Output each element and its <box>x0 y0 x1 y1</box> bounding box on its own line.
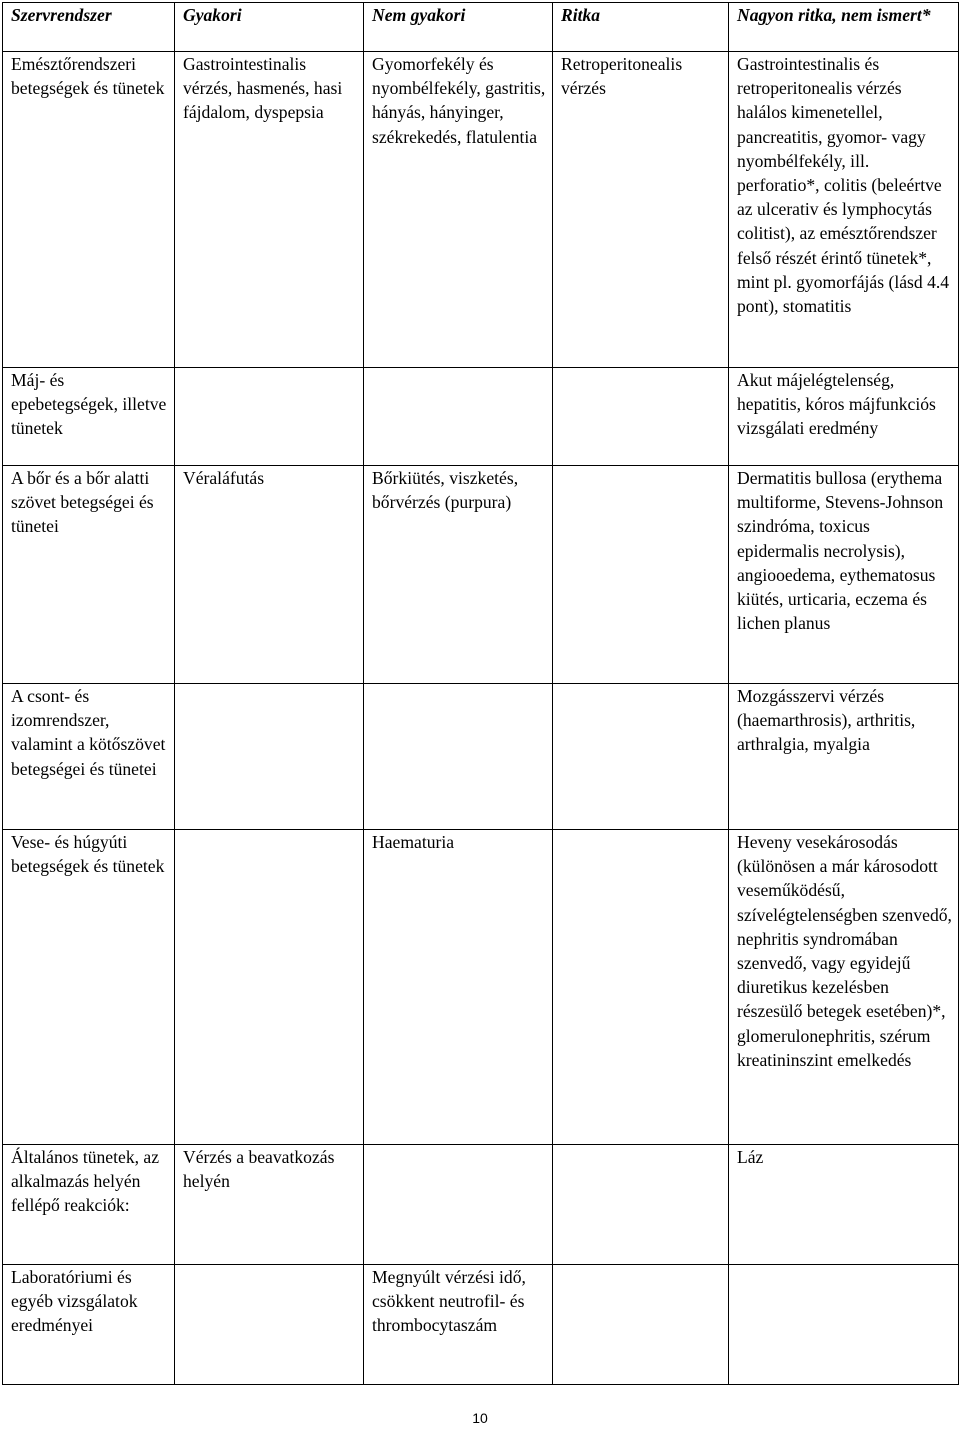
table-cell: Bőrkiütés, viszketés, bőrvérzés (purpura) <box>364 466 553 684</box>
table-cell: Megnyúlt vérzési idő, csökkent neutrofil- és thrombocytaszám <box>364 1265 553 1385</box>
header-organ-system: Szervrendszer <box>3 3 175 52</box>
table-cell: Gastrointestinalis vérzés, hasmenés, hasi fájdalom, dyspepsia <box>175 52 364 368</box>
adverse-reactions-table <box>2 2 959 1385</box>
table-row <box>3 830 959 1145</box>
table-cell: Gastrointestinalis és retroperitonealis vérzés halálos kimenetellel, pancreatitis, gyomor- vagy nyombélfekély, ill. perforatio*, colitis (beleértve az ulcerativ és lymphocytás colitist), az emésztőrendszer felső részét érintő tünetek*, mint pl. gyomorfájás (lásd 4.4 pont), stomatitis <box>729 52 959 368</box>
table-cell: Vese- és húgyúti betegségek és tünetek <box>3 830 175 1145</box>
header-common: Gyakori <box>175 3 364 52</box>
table-cell: Vérzés a beavatkozás helyén <box>175 1145 364 1265</box>
table-cell: Láz <box>729 1145 959 1265</box>
table-cell <box>364 1145 553 1265</box>
table-cell: A csont- és izomrendszer, valamint a kötőszövet betegségei és tünetei <box>3 684 175 830</box>
table-row <box>3 52 959 368</box>
page-number: 10 <box>472 1410 488 1426</box>
table-cell <box>175 684 364 830</box>
table-cell <box>364 368 553 466</box>
table-cell <box>175 830 364 1145</box>
table-cell: Laboratóriumi és egyéb vizsgálatok eredményei <box>3 1265 175 1385</box>
table-cell: Általános tünetek, az alkalmazás helyén fellépő reakciók: <box>3 1145 175 1265</box>
table-cell: Máj- és epebetegségek, illetve tünetek <box>3 368 175 466</box>
table-cell <box>364 684 553 830</box>
table-cell: Haematuria <box>364 830 553 1145</box>
table-cell <box>175 1265 364 1385</box>
table-cell <box>553 368 729 466</box>
table-cell <box>553 1265 729 1385</box>
header-uncommon: Nem gyakori <box>364 3 553 52</box>
table-cell <box>553 830 729 1145</box>
table-row <box>3 1145 959 1265</box>
table-cell: Dermatitis bullosa (erythema multiforme, Stevens-Johnson szindróma, toxicus epidermalis necrolysis), angiooedema, eythematosus kiütés, urticaria, eczema és lichen planus <box>729 466 959 684</box>
table-cell: Heveny vesekárosodás (különösen a már károsodott veseműködésű, szívelégtelenségben szenvedő, nephritis syndromában szenvedő, vagy egyidejű diuretikus kezelésben részesülő betegek esetében)*, glomerulonephritis, szérum kreatininszint emelkedés <box>729 830 959 1145</box>
table-cell: Retroperitonealis vérzés <box>553 52 729 368</box>
table-cell <box>175 368 364 466</box>
table-row <box>3 466 959 684</box>
table-row <box>3 1265 959 1385</box>
table-cell: Véraláfutás <box>175 466 364 684</box>
table-cell <box>729 1265 959 1385</box>
table-cell: Gyomorfekély és nyombélfekély, gastritis, hányás, hányinger, székrekedés, flatulentia <box>364 52 553 368</box>
table-cell: Akut májelégtelenség, hepatitis, kóros májfunkciós vizsgálati eredmény <box>729 368 959 466</box>
table-cell: A bőr és a bőr alatti szövet betegségei és tünetei <box>3 466 175 684</box>
table-cell <box>553 466 729 684</box>
table-header-row <box>3 3 959 52</box>
header-very-rare: Nagyon ritka, nem ismert* <box>729 3 959 52</box>
table-row <box>3 368 959 466</box>
table-cell <box>553 684 729 830</box>
header-rare: Ritka <box>553 3 729 52</box>
table-cell: Mozgásszervi vérzés (haemarthrosis), arthritis, arthralgia, myalgia <box>729 684 959 830</box>
table-row <box>3 684 959 830</box>
table-cell <box>553 1145 729 1265</box>
table-cell: Emésztőrendszeri betegségek és tünetek <box>3 52 175 368</box>
